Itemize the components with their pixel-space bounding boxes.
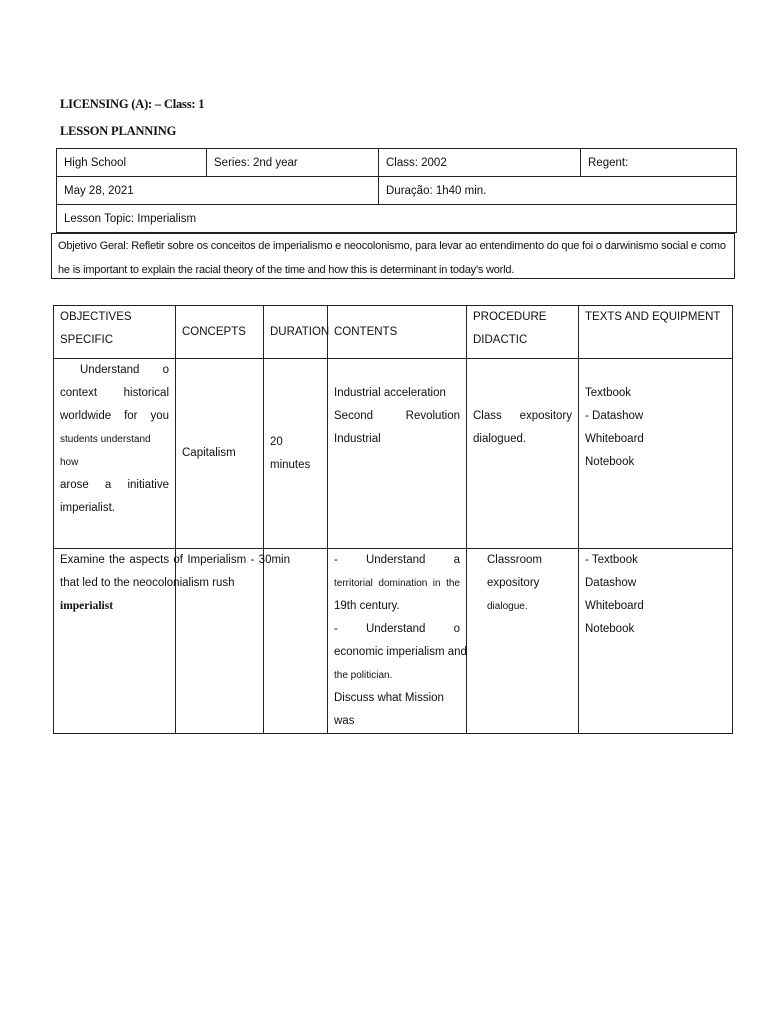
info-row (57, 205, 737, 233)
cell-line: dialogued. (473, 433, 527, 445)
procedure-cell (467, 359, 579, 549)
document-subtitle: LESSON PLANNING (60, 124, 177, 138)
cell-line: Industrial (334, 433, 381, 445)
header-text: PROCEDURE (473, 311, 547, 323)
table-row (54, 359, 733, 549)
objective-line: he is important to explain the racial theory of the time and how this is determinant in today's world. (58, 264, 515, 276)
duration-cell: 20 minutes (264, 359, 328, 549)
cell-line: Class expository (473, 410, 572, 422)
cell-line: worldwide for you (60, 410, 169, 422)
cell-line: economic imperialism and (334, 646, 467, 658)
cell-line: Textbook (585, 387, 632, 399)
cell-line: students understand how (60, 434, 151, 468)
objective-line: Objetivo Geral: Refletir sobre os conceitos de imperialismo e neocolonismo, para levar ao entendimento do que foi o darwinismo social e como (58, 240, 726, 252)
regent-cell: Regent: (581, 149, 737, 177)
contents-cell (328, 359, 467, 549)
cell-line: Datashow (585, 577, 637, 589)
topic-cell: Lesson Topic: Imperialism (57, 205, 737, 233)
cell-line: arose a initiative (60, 479, 169, 491)
table-row (54, 549, 733, 734)
cell-line: dialogue. (487, 601, 528, 612)
cell-line: context historical (60, 387, 169, 399)
info-table (56, 148, 737, 233)
header-objectives (54, 306, 176, 359)
concept-cell: Capitalism (176, 359, 264, 549)
table-header-row (54, 306, 733, 359)
general-objective (51, 233, 735, 279)
duration-cell: Duração: 1h40 min. (379, 177, 737, 205)
info-row (57, 177, 737, 205)
procedure-cell (467, 549, 579, 734)
cell-line: - Textbook (585, 554, 638, 566)
cell-line: Whiteboard (585, 433, 644, 445)
lesson-table (53, 305, 733, 734)
class-cell: Class: 2002 (379, 149, 581, 177)
header-texts: TEXTS AND EQUIPMENT (579, 306, 733, 359)
cell-line: that led to the neocolonialism rush (60, 577, 235, 589)
cell-line: Industrial acceleration (334, 387, 446, 399)
header-duration: DURATION (264, 306, 328, 359)
objectives-cell (54, 549, 290, 734)
cell-line: imperialist. (60, 502, 115, 514)
cell-line: Classroom expository (487, 554, 542, 589)
series-cell: Series: 2nd year (207, 149, 379, 177)
header-contents: CONTENTS (328, 306, 467, 359)
document-title: LICENSING (A): – Class: 1 (60, 97, 205, 111)
cell-line: 19th century. (334, 600, 400, 612)
header-text: OBJECTIVES (60, 311, 132, 323)
cell-line: Second Revolution (334, 410, 460, 422)
info-row (57, 149, 737, 177)
cell-line: Examine the aspects of Imperialism - 30min (60, 554, 290, 566)
objectives-cell (54, 359, 176, 549)
cell-line: Understand o (80, 364, 169, 376)
cell-line: Whiteboard (585, 600, 644, 612)
cell-line: imperialist (60, 600, 114, 612)
cell-line: Notebook (585, 623, 635, 635)
cell-line: Discuss what Mission was (334, 692, 444, 727)
header-procedure (467, 306, 579, 359)
cell-line: - Understand a (334, 554, 460, 566)
texts-cell (579, 359, 733, 549)
cell-line: the politician. (334, 670, 393, 681)
school-cell: High School (57, 149, 207, 177)
cell-line: territorial domination in the (334, 578, 460, 589)
cell-line: Notebook (585, 456, 635, 468)
contents-cell (328, 549, 467, 734)
header-concepts: CONCEPTS (176, 306, 264, 359)
texts-cell (579, 549, 733, 734)
cell-line: - Datashow (585, 410, 644, 422)
cell-line: - Understand o (334, 623, 460, 635)
header-text: DIDACTIC (473, 334, 528, 346)
date-cell: May 28, 2021 (57, 177, 379, 205)
header-text: SPECIFIC (60, 334, 114, 346)
